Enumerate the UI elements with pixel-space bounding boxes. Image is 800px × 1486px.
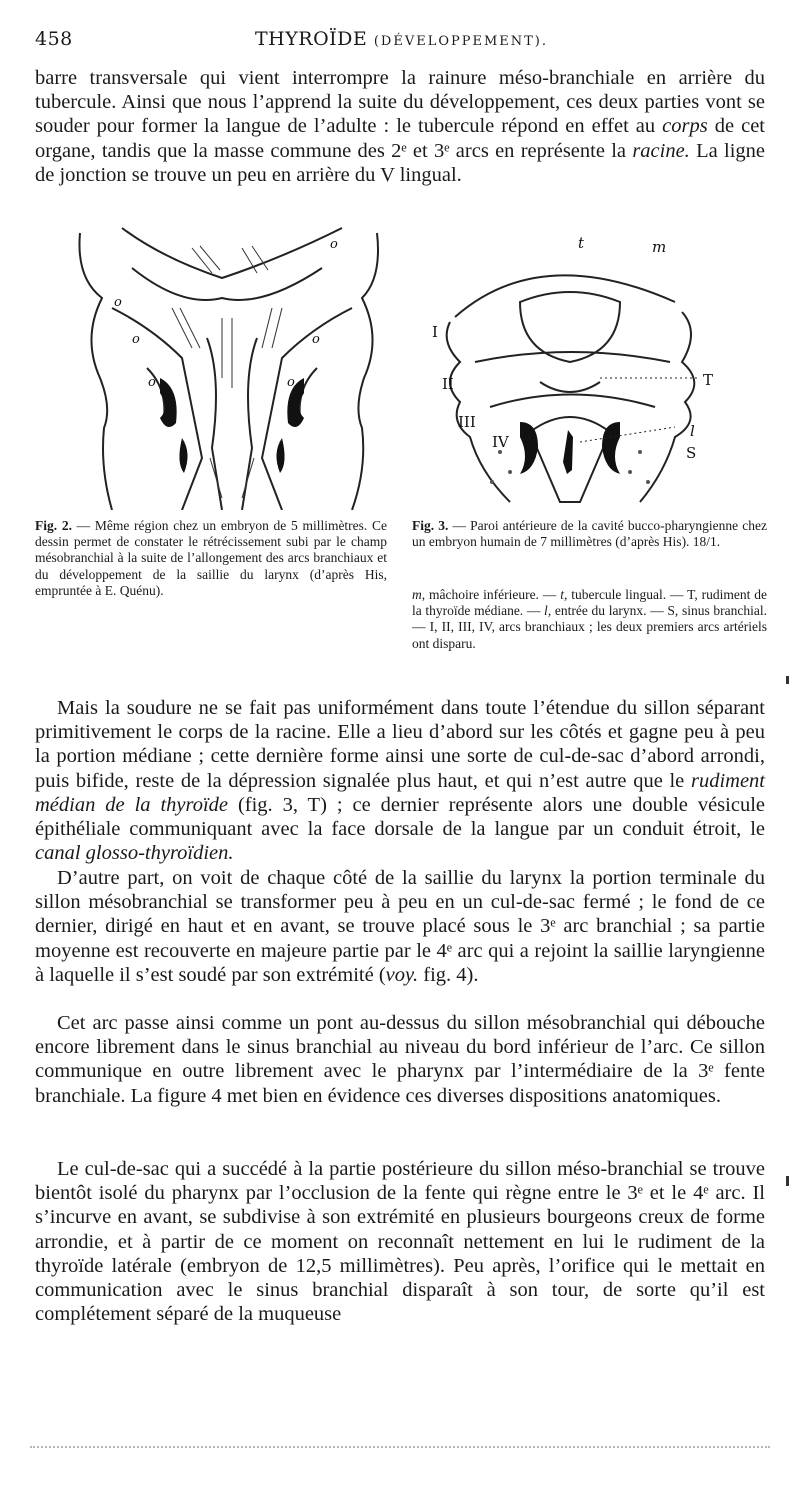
page-number: 458: [35, 28, 73, 50]
fig2-label-o-1: o: [330, 237, 338, 252]
paragraph-4: Cet arc passe ainsi comme un pont au-dessus du sillon mésobranchial qui débouche encore librement dans le sinus branchial au niveau du bord inférieur de l’arc. Ce sillon communique en outre librement avec le pharynx par l’intermédiaire de la 3ᵉ fente branchiale. La figure 4 met bien en évidence ces diverses dispositions anatomiques.: [35, 1012, 765, 1107]
fig2-label-o-4: o: [312, 332, 320, 347]
running-header: [35, 28, 765, 58]
figure-2-illustration: [72, 218, 392, 510]
fig2-label-o-5: o: [148, 375, 156, 390]
margin-mark: [786, 1176, 789, 1186]
paragraph-5: Le cul-de-sac qui a succédé à la partie postérieure du sillon méso-branchial se trouve bientôt isolé du pharynx par l’occlusion de la fente qui règne entre le 3ᵉ et le 4ᵉ arc. Il s’incurve en avant, se subdivise à son extrémité en plusieurs bourgeons creux de forme arrondie, et à partir de ce moment on reconnaît nettement en lui le rudiment de la thyroïde latérale (embryon de 12,5 millimètres). Peu après, l’orifice qui le mettait en communication avec le sinus branchial disparaît à son tour, de sorte qu’il est complétement séparé de la muqueuse: [35, 1158, 765, 1326]
fig2-label-o-3: o: [132, 332, 140, 347]
figure-2-caption: Fig. 2. — Même région chez un embryon de 5 millimètres. Ce dessin permet de constater le rétrécissement subi par le champ mésobranchial à la suite de l’allongement des arcs branchiaux et du développement de la saillie du larynx (d’après His, empruntée à E. Quénu).: [35, 518, 387, 598]
fig3-label-I: I: [432, 323, 438, 341]
fig2-label-o-2: o: [114, 295, 122, 310]
fig2-label-o-6: o: [287, 375, 295, 390]
scan-artifact-line: [30, 1440, 770, 1448]
fig3-label-S: S: [686, 444, 697, 462]
figure-3-legend: m, mâchoire inférieure. — t, tubercule lingual. — T, rudiment de la thyroïde médiane. — l, entrée du larynx. — S, sinus branchial. — I, II, III, IV, arcs branchiaux ; les deux premiers arcs artériels ont disparu.: [412, 587, 768, 651]
fig3-label-T: T: [703, 371, 714, 389]
figure-3-illustration: [420, 232, 775, 512]
fig3-label-IV: IV: [492, 433, 509, 451]
fig3-label-l: l: [690, 422, 695, 440]
fig3-label-m: m: [652, 238, 667, 256]
margin-mark: [786, 676, 789, 684]
fig3-label-t: t: [578, 234, 585, 252]
running-title: THYROÏDE (DÉVELOPPEMENT).: [255, 28, 549, 50]
paragraph-3: D’autre part, on voit de chaque côté de la saillie du larynx la portion terminale du sillon mésobranchial se transformer peu à peu en un cul-de-sac fermé ; le fond de ce dernier, dirigé en haut et en avant, se trouve placé sous le 3ᵉ arc branchial ; sa partie moyenne est recouverte en majeure partie par le 4ᵉ arc qui a rejoint la saillie laryngienne à laquelle il s’est soudé par son extrémité (voy. fig. 4).: [35, 867, 765, 986]
paragraph-1: barre transversale qui vient interrompre la rainure méso-branchiale en arrière du tubercule. Ainsi que nous l’apprend la suite du développement, ces deux parties vont se souder pour former la langue de l’adulte : le tubercule répond en effet au corps de cet organe, tandis que la masse commune des 2ᵉ et 3ᵉ arcs en représente la racine. La ligne de jonction se trouve un peu en arrière du V lingual.: [35, 67, 765, 186]
figure-3-caption: Fig. 3. — Paroi antérieure de la cavité bucco-pharyngienne chez un embryon humain de 7 millimètres (d’après His). 18/1.: [412, 518, 767, 550]
running-subtitle: (DÉVELOPPEMENT).: [373, 34, 549, 49]
paragraph-2: Mais la soudure ne se fait pas uniformément dans toute l’étendue du sillon séparant primitivement le corps de la racine. Elle a lieu d’abord sur les côtés et gagne peu à peu la portion médiane ; cette dernière forme ainsi une sorte de cul-de-sac d’abord arrondi, puis bifide, reste de la dépression signalée plus haut, et qui n’est autre que le rudiment médian de la thyroïde (fig. 3, T) ; ce dernier représente alors une double vésicule épithéliale communiquant avec la face dorsale de la langue par un conduit étroit, le canal glosso-thyroïdien.: [35, 697, 765, 865]
fig3-label-III: III: [458, 413, 476, 431]
fig3-label-II: II: [442, 375, 454, 393]
